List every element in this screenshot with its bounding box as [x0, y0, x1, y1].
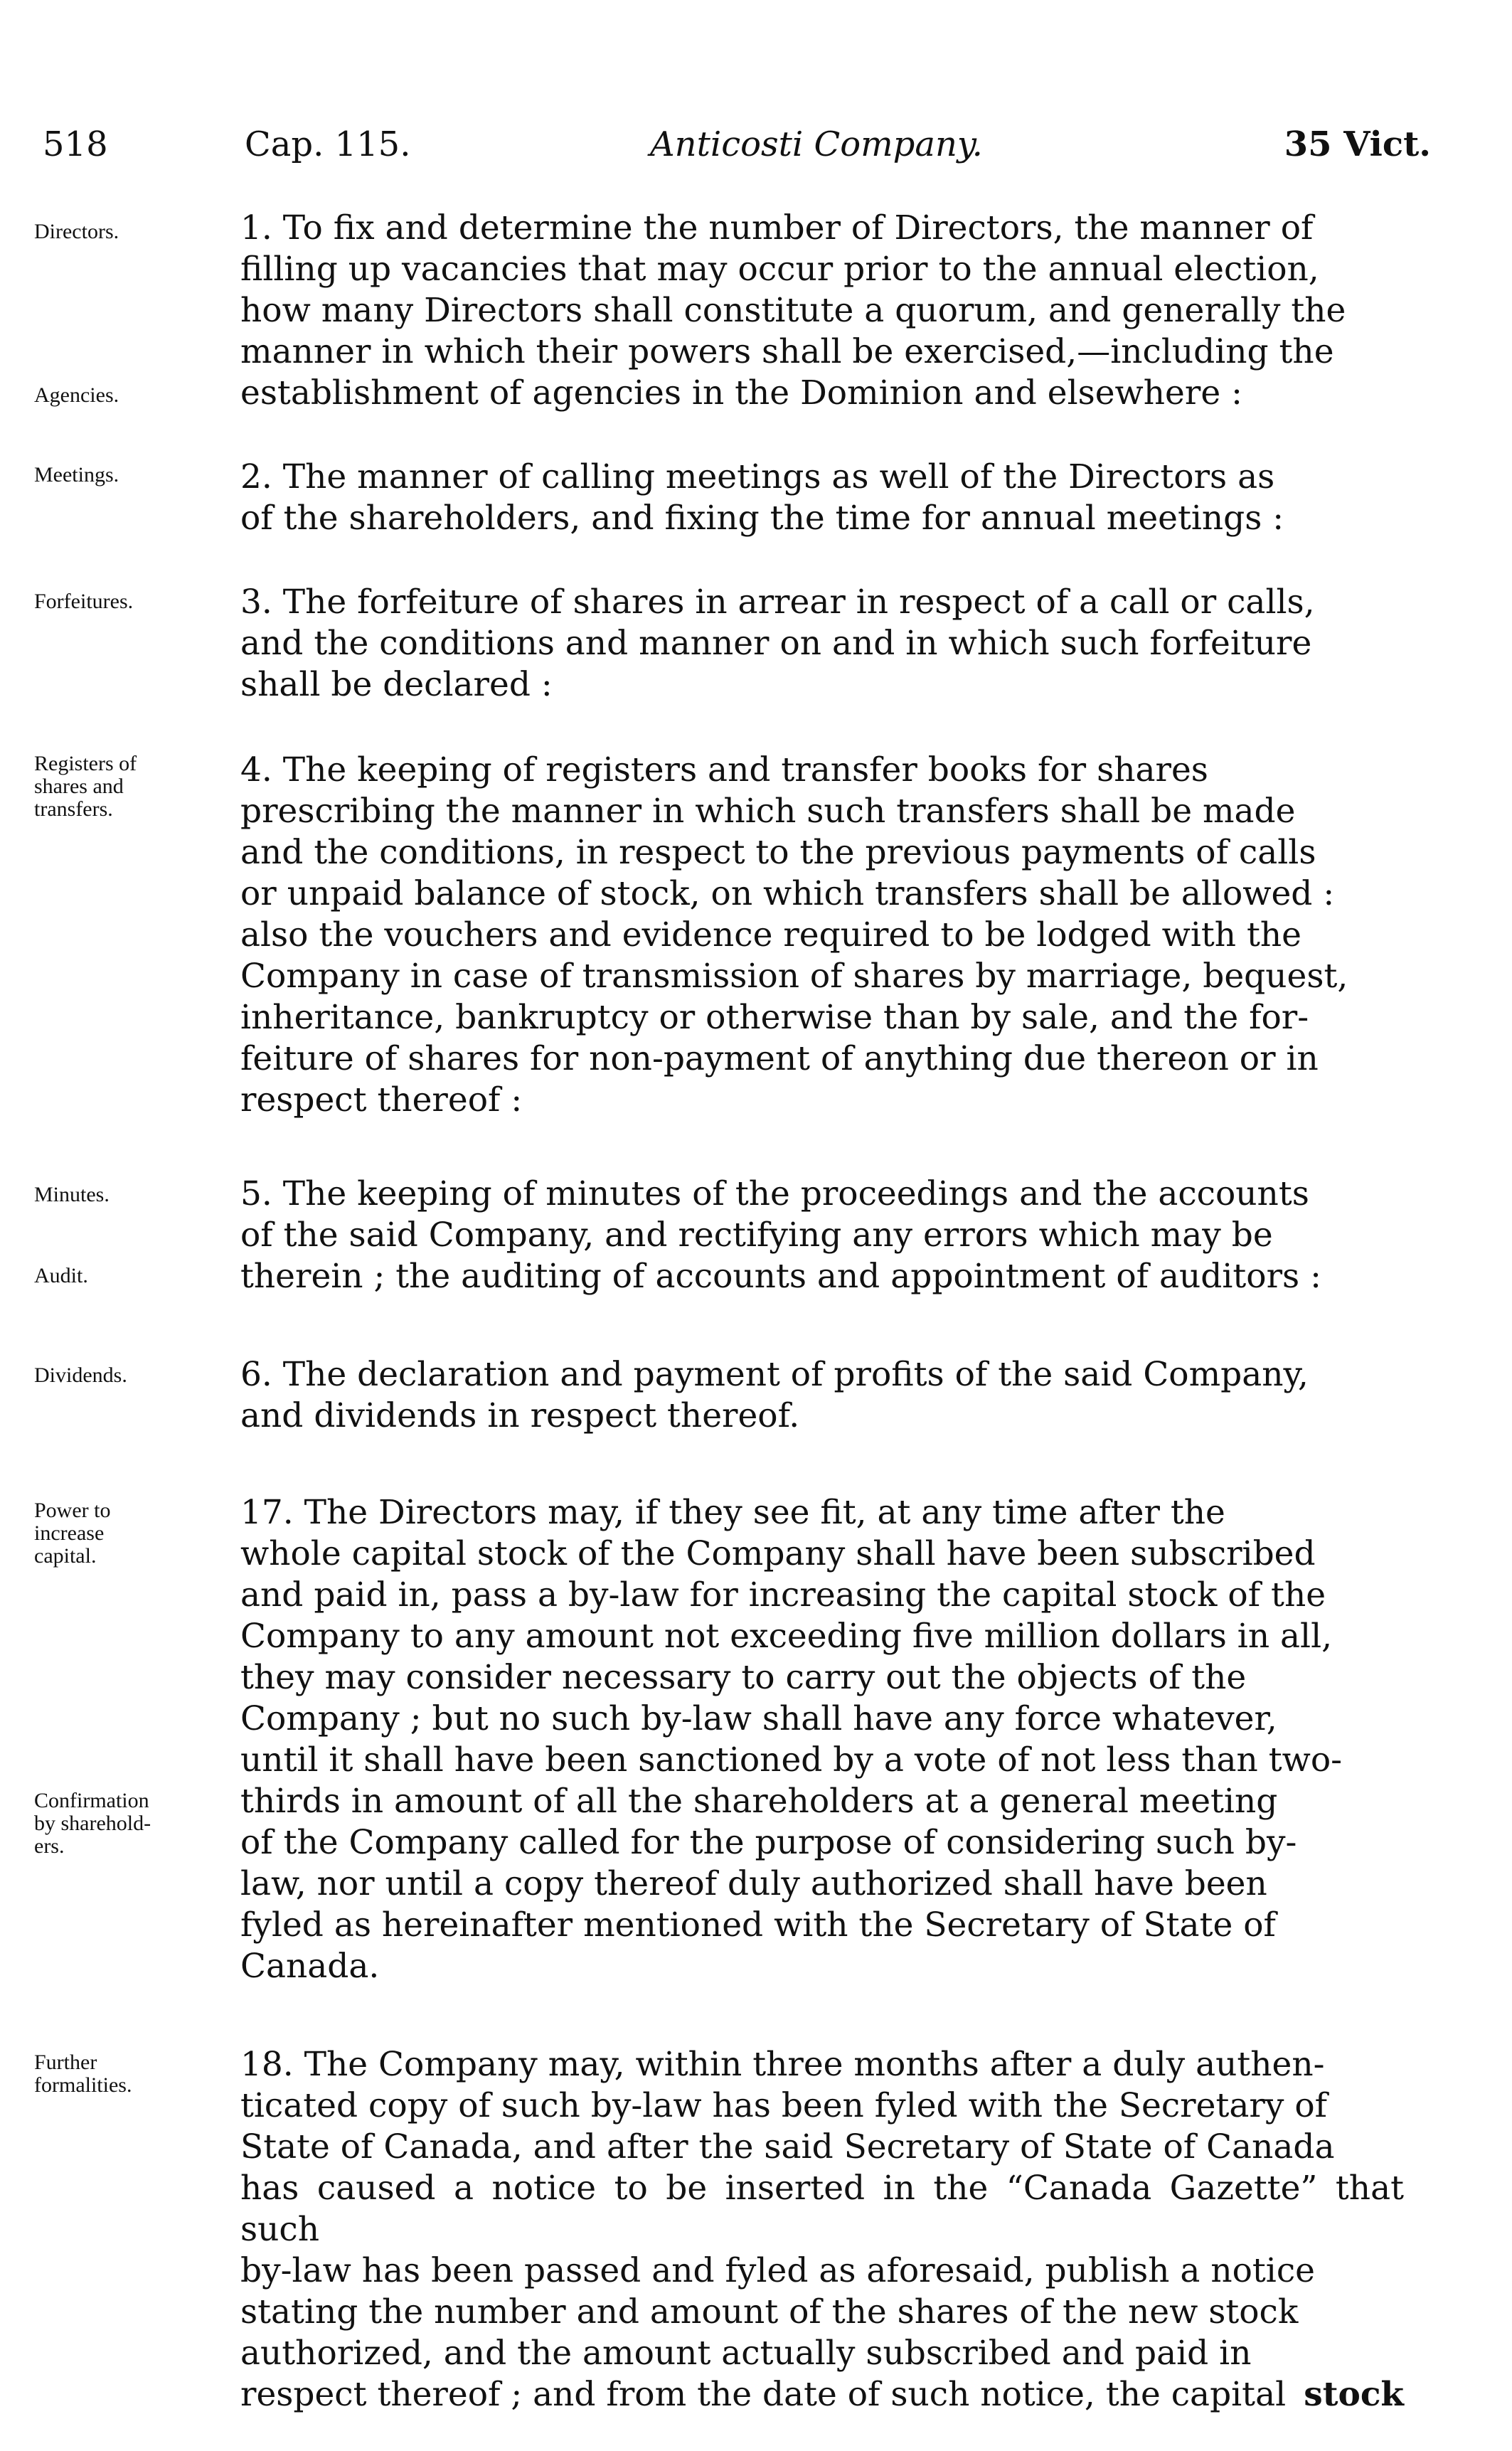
- margin-note-directors: Directors.: [34, 220, 119, 243]
- margin-note-power-to-increase: Power to increase capital.: [34, 1499, 111, 1568]
- clause-text: 6. The declaration and payment of profits of the said Company, and dividends in respect thereof.: [240, 1355, 1309, 1435]
- clause-text: 1. To fix and determine the number of Directors, the manner of filling up vacancies that may occur prior to the annual election, how many Directors shall constitute a quorum, and generally the manner in which their powers shall be exercised,—including the establishment of agencies in the Dominion and elsewhere :: [240, 208, 1346, 413]
- chapter-label: Cap. 115.: [245, 124, 411, 164]
- running-title: Anticosti Company.: [650, 124, 983, 164]
- margin-note-meetings: Meetings.: [34, 463, 119, 487]
- section-text: 17. The Directors may, if they see fit, at any time after the whole capital stock of the Company shall have been subscribed and paid in, pass a by-law for increasing the capital stock of the Company to any amount not exceeding five million dollars in all, they may consider necessary to carry out the objects of the Company ; but no such by-law shall have any force whatever, until it shall have been sanctioned by a vote of not less than two- thirds in amount of all the shareholders at a general meeting of the Company called for the purpose of considering such by- law, nor until a copy thereof duly authorized shall have been fyled as hereinafter mentioned with the Secretary of State of Canada.: [240, 1493, 1343, 1986]
- margin-note-registers: Registers of shares and transfers.: [34, 752, 137, 821]
- section-text: 18. The Company may, within three months after a duly authen- ticated copy of such by-law has been fyled with the Secretary of State of Canada, and after the said Secretary of State of Canada has caused a notice to be inserted in the “Canada Gazette” that such by-law has been passed and fyled as aforesaid, publish a notice stating the number and amount of the shares of the new stock authorized, and the amount actually subscribed and paid in respect thereof ; and from the date of such notice, the capital: [240, 2045, 1404, 2414]
- margin-note-audit: Audit.: [34, 1264, 88, 1287]
- margin-note-forfeitures: Forfeitures.: [34, 590, 134, 613]
- clause-text: 3. The forfeiture of shares in arrear in respect of a call or calls, and the conditions and manner on and in which such forfeiture shall be declared :: [240, 583, 1315, 704]
- margin-note-agencies: Agencies.: [34, 383, 119, 407]
- running-header: [37, 119, 1431, 169]
- clause-text: 5. The keeping of minutes of the proceedings and the accounts of the said Company, and rectifying any errors which may be therein ; the auditing of accounts and appointment of auditors :: [240, 1174, 1321, 1296]
- margin-note-further-formalities: Further formalities.: [34, 2051, 132, 2097]
- clause-text: 2. The manner of calling meetings as well of the Directors as of the shareholders, and fixing the time for annual meetings :: [240, 457, 1284, 538]
- clause-text: 4. The keeping of registers and transfer books for shares prescribing the manner in which such transfers shall be made and the conditions, in respect to the previous payments of calls or unpaid balance of stock, on which transfers shall be allowed : also the vouchers and evidence required to be lodged with the Company in case of transmission of shares by marriage, bequest, inheritance, bankruptcy or otherwise than by sale, and the for- feiture of shares for non-payment of anything due thereon or in respect thereof :: [240, 750, 1348, 1120]
- regnal-year: 35 Vict.: [1284, 124, 1431, 164]
- page-number: 518: [43, 124, 108, 164]
- catchword: stock: [1304, 2375, 1404, 2414]
- margin-note-confirmation: Confirmation by sharehold- ers.: [34, 1789, 151, 1858]
- margin-note-dividends: Dividends.: [34, 1363, 127, 1387]
- margin-note-minutes: Minutes.: [34, 1183, 110, 1206]
